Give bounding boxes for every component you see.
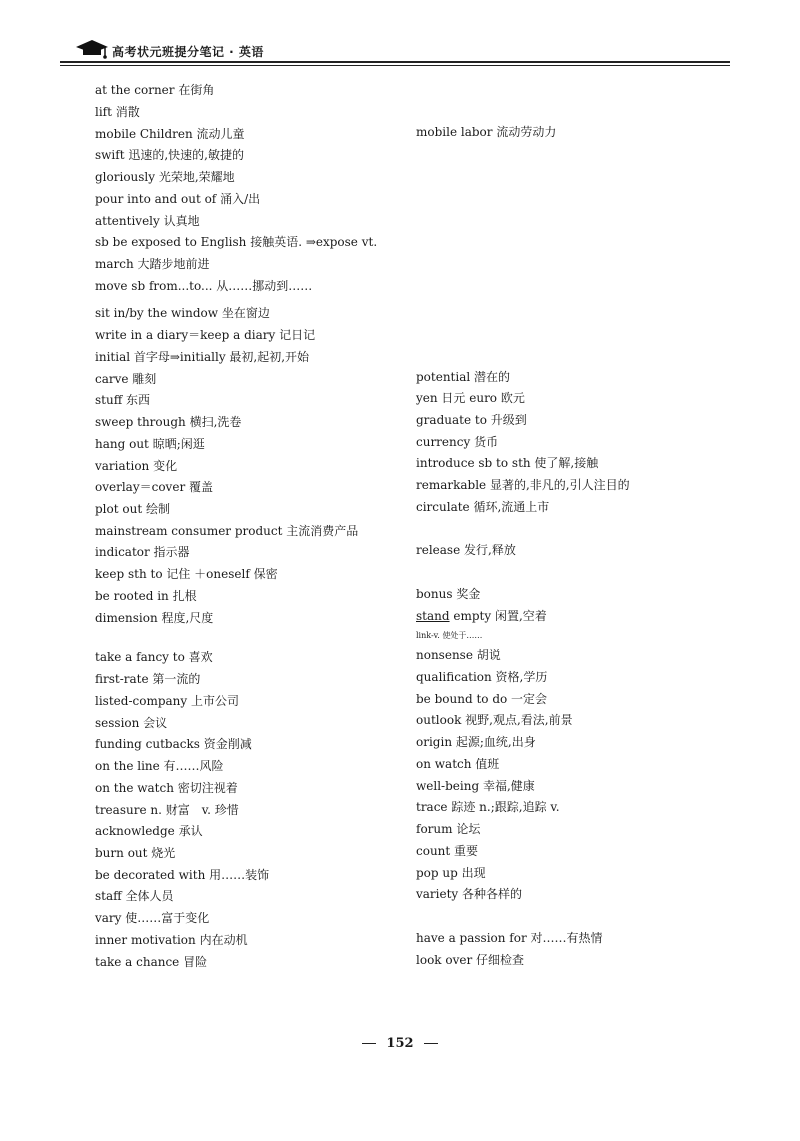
- right-vocab-entry: well-being 幸福,健康: [416, 779, 535, 793]
- left-vocab-entry: take a chance 冒险: [95, 955, 208, 969]
- left-vocab-entry: sit in/by the window 坐在窗边: [95, 306, 270, 320]
- left-vocab-entry: variation 变化: [95, 459, 178, 473]
- right-vocab-entry: look over 仔细检查: [416, 953, 525, 967]
- left-vocab-entry: carve 雕刻: [95, 372, 157, 386]
- left-vocab-entry: mainstream consumer product 主流消费产品: [95, 524, 359, 538]
- left-vocab-entry: sb be exposed to English 接触英语. ⇒expose vt.: [95, 235, 378, 249]
- left-vocab-entry: gloriously 光荣地,荣耀地: [95, 170, 235, 184]
- left-vocab-entry: dimension 程度,尺度: [95, 611, 214, 625]
- page-number-dash-left: [362, 1043, 376, 1044]
- left-vocab-entry: indicator 指示器: [95, 545, 190, 559]
- right-vocab-entry: circulate 循环,流通上市: [416, 500, 550, 514]
- right-vocab-entry: stand empty 闲置,空着: [416, 609, 547, 623]
- left-vocab-entry: take a fancy to 喜欢: [95, 650, 213, 664]
- left-vocab-entry: move sb from...to... 从……挪动到……: [95, 279, 313, 293]
- left-vocab-entry: listed-company 上市公司: [95, 694, 239, 708]
- left-vocab-entry: funding cutbacks 资金削减: [95, 737, 252, 751]
- right-vocab-entry: yen 日元 euro 欧元: [416, 391, 525, 405]
- left-vocab-entry: lift 消散: [95, 105, 140, 119]
- page-number: [0, 1036, 800, 1051]
- left-vocab-entry: burn out 烧光: [95, 846, 176, 860]
- left-vocab-entry: acknowledge 承认: [95, 824, 203, 838]
- right-vocab-entry: remarkable 显著的,非凡的,引人注目的: [416, 478, 630, 492]
- left-vocab-entry: vary 使……富于变化: [95, 911, 210, 925]
- right-vocab-entry: potential 潜在的: [416, 370, 511, 384]
- right-vocab-entry: link-v. 使处于……: [416, 631, 483, 640]
- right-vocab-entry: release 发行,释放: [416, 543, 516, 557]
- left-vocab-entry: staff 全体人员: [95, 889, 174, 903]
- left-vocab-entry: sweep through 横扫,洗卷: [95, 415, 242, 429]
- left-vocab-entry: initial 首字母⇒initially 最初,起初,开始: [95, 350, 310, 364]
- right-vocab-entry: bonus 奖金: [416, 587, 481, 601]
- right-vocab-entry: forum 论坛: [416, 822, 481, 836]
- left-vocab-entry: hang out 晾晒;闲逛: [95, 437, 205, 451]
- left-vocab-entry: session 会议: [95, 716, 168, 730]
- left-vocab-entry: mobile Children 流动儿童: [95, 127, 245, 141]
- left-vocab-entry: at the corner 在街角: [95, 83, 215, 97]
- right-vocab-entry: count 重要: [416, 844, 479, 858]
- right-vocab-entry: introduce sb to sth 使了解,接触: [416, 456, 599, 470]
- left-vocab-entry: treasure n. 财富 v. 珍惜: [95, 803, 239, 817]
- right-vocab-entry: on watch 值班: [416, 757, 500, 771]
- left-vocab-entry: keep sth to 记住 ＋oneself 保密: [95, 567, 278, 581]
- right-vocab-entry: have a passion for 对……有热情: [416, 931, 603, 945]
- right-vocab-entry: origin 起源;血统,出身: [416, 735, 536, 749]
- left-vocab-entry: be rooted in 扎根: [95, 589, 197, 603]
- left-vocab-entry: pour into and out of 涌入/出: [95, 192, 261, 206]
- left-vocab-entry: on the watch 密切注视着: [95, 781, 238, 795]
- right-vocab-entry: be bound to do 一定会: [416, 692, 548, 706]
- page-number-dash-right: [424, 1043, 438, 1044]
- left-vocab-entry: first-rate 第一流的: [95, 672, 201, 686]
- right-column: [416, 0, 736, 1000]
- left-vocab-entry: march 大踏步地前进: [95, 257, 210, 271]
- left-vocab-entry: overlay＝cover 覆盖: [95, 480, 213, 494]
- header-title: 高考状元班提分笔记 · 英语: [112, 45, 264, 59]
- left-column: [95, 0, 415, 1000]
- right-vocab-entry: qualification 资格,学历: [416, 670, 548, 684]
- left-vocab-entry: on the line 有……风险: [95, 759, 224, 773]
- left-vocab-entry: plot out 绘制: [95, 502, 170, 516]
- left-vocab-entry: attentively 认真地: [95, 214, 200, 228]
- left-vocab-entry: swift 迅速的,快速的,敏捷的: [95, 148, 244, 162]
- left-vocab-entry: inner motivation 内在动机: [95, 933, 248, 947]
- left-vocab-entry: write in a diary＝keep a diary 记日记: [95, 328, 316, 342]
- right-vocab-entry: currency 货币: [416, 435, 499, 449]
- right-vocab-entry: mobile labor 流动劳动力: [416, 125, 557, 139]
- right-vocab-entry: variety 各种各样的: [416, 887, 523, 901]
- left-vocab-entry: be decorated with 用……装饰: [95, 868, 270, 882]
- right-vocab-entry: graduate to 升级到: [416, 413, 527, 427]
- right-vocab-entry: nonsense 胡说: [416, 648, 501, 662]
- right-vocab-entry: trace 踪迹 n.;跟踪,追踪 v.: [416, 800, 560, 814]
- right-vocab-entry: pop up 出现: [416, 866, 486, 880]
- left-vocab-entry: stuff 东西: [95, 393, 151, 407]
- page-number-text: 152: [386, 1036, 414, 1051]
- right-vocab-entry: outlook 视野,观点,看法,前景: [416, 713, 573, 727]
